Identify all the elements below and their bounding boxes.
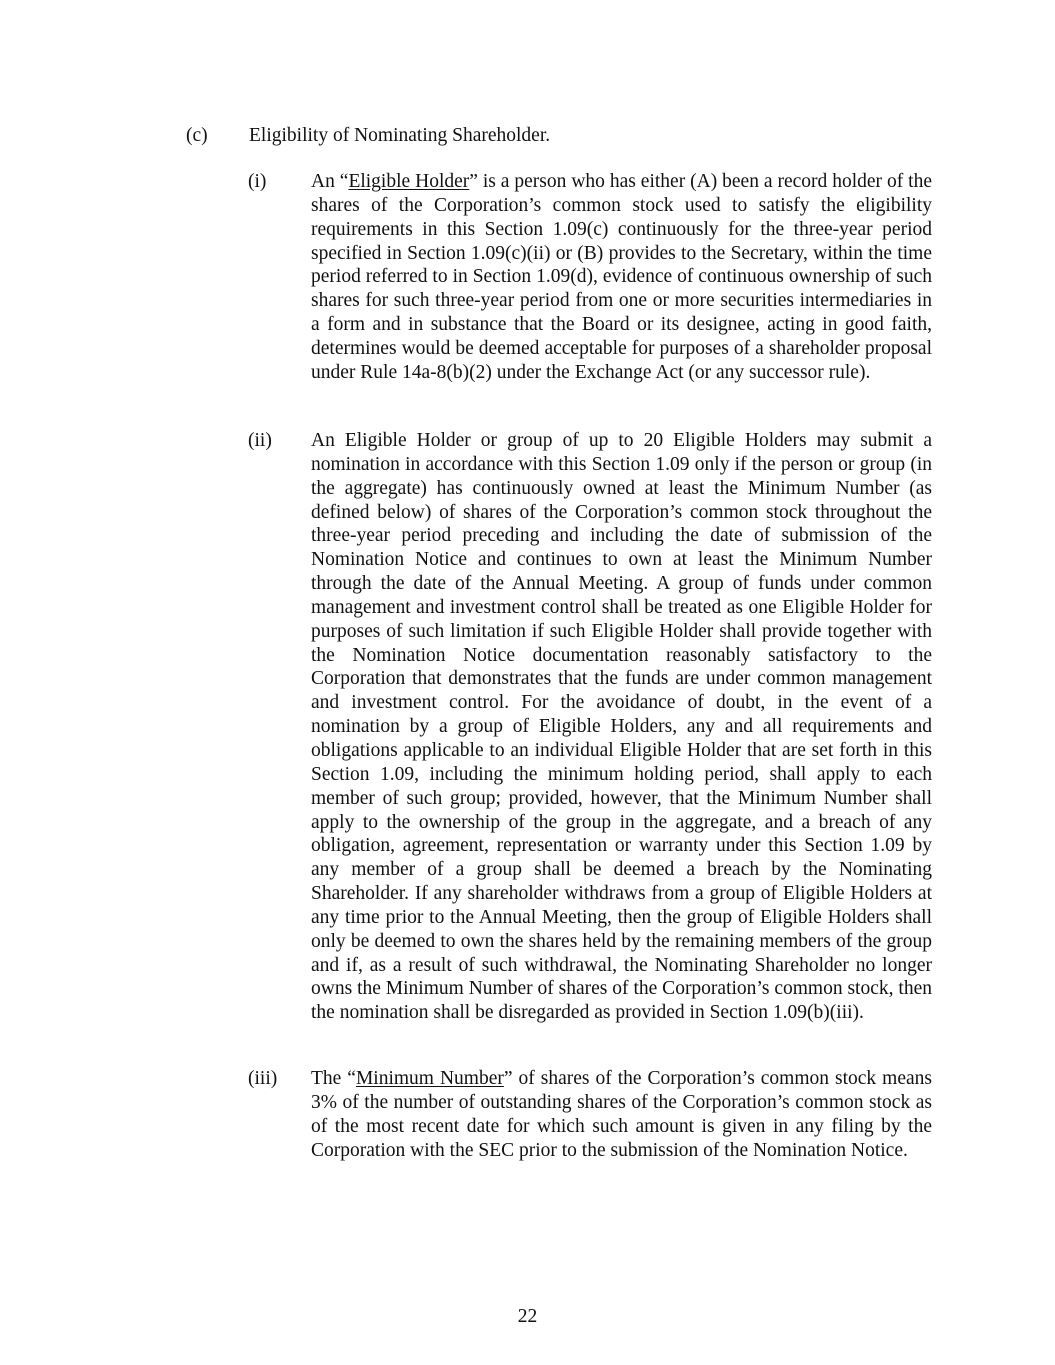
page-number: 22 <box>517 1306 538 1327</box>
paragraph-iii <box>248 1067 932 1162</box>
paragraph-text <box>311 1067 932 1162</box>
paragraph-number: (i) <box>248 171 267 192</box>
text-after-term: ” is a person who has either (A) been a record holder of the shares of the Corporation’s common stock used to satisfy the eligibility requirements in this Section 1.09(c) continuously for the three-year period specified in Section 1.09(c)(ii) or (B) provides to the Secretary, within the time period referred to in Section 1.09(d), evidence of continuous ownership of such shares for such three-year period from one or more securities intermediaries in a form and in substance that the Board or its designee, acting in good faith, determines would be deemed acceptable for purposes of a shareholder proposal under Rule 14a-8(b)(2) under the Exchange Act (or any successor rule). <box>311 171 932 383</box>
paragraph-i <box>248 170 932 385</box>
section-title: Eligibility of Nominating Shareholder. <box>249 125 551 146</box>
paragraph-number: (ii) <box>248 430 272 451</box>
defined-term-minimum-number: Minimum Number <box>355 1068 504 1089</box>
paragraph-ii <box>248 429 932 1025</box>
paragraph-number: (iii) <box>248 1068 278 1089</box>
text-after-term: ” of shares of the Corporation’s common stock means 3% of the number of outstanding shares of the Corporation’s common stock as of the most recent date for which such amount is given in any filing by the Corporation with the SEC prior to the submission of the Nomination Notice. <box>311 1068 932 1161</box>
section-number: (c) <box>186 125 208 146</box>
text-before-term: The “ <box>311 1068 356 1089</box>
paragraph-text <box>311 170 932 385</box>
defined-term-eligible-holder: Eligible Holder <box>348 171 470 192</box>
text-before-term: An “ <box>311 171 349 192</box>
paragraph-text: An Eligible Holder or group of up to 20 Eligible Holders may submit a nomination in accordance with this Section 1.09 only if the person or group (in the aggregate) has continuously owned at least the Minimum Number (as defined below) of shares of the Corporation’s common stock throughout the three-year period preceding and including the date of submission of the Nomination Notice and continues to own at least the Minimum Number through the date of the Annual Meeting. A group of funds under common management and investment control shall be treated as one Eligible Holder for purposes of such limitation if such Eligible Holder shall provide together with the Nomination Notice documentation reasonably satisfactory to the Corporation that demonstrates that the funds are under common management and investment control. For the avoidance of doubt, in the event of a nomination by a group of Eligible Holders, any and all requirements and obligations applicable to an individual Eligible Holder that are set forth in this Section 1.09, including the minimum holding period, shall apply to each member of such group; provided, however, that the Minimum Number shall apply to the ownership of the group in the aggregate, and a breach of any obligation, agreement, representation or warranty under this Section 1.09 by any member of a group shall be deemed a breach by the Nominating Shareholder. If any shareholder withdraws from a group of Eligible Holders at any time prior to the Annual Meeting, then the group of Eligible Holders shall only be deemed to own the shares held by the remaining members of the group and if, as a result of such withdrawal, the Nominating Shareholder no longer owns the Minimum Number of shares of the Corporation’s common stock, then the nomination shall be disregarded as provided in Section 1.09(b)(iii). <box>311 430 932 1024</box>
